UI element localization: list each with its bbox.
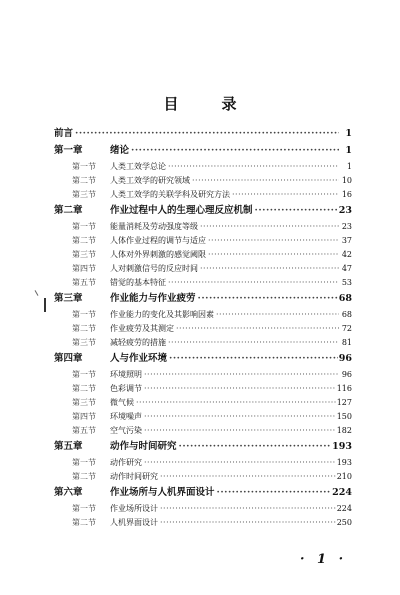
toc-entry-title: 人类工效学总论 — [110, 162, 166, 171]
table-of-contents — [54, 126, 352, 530]
toc-entry-page: 1 — [345, 145, 352, 156]
toc-section-row — [54, 188, 352, 202]
toc-section-row — [54, 220, 352, 234]
toc-entry-number: 第三节 — [72, 190, 96, 199]
toc-entry-title: 人对刺激信号的反应时间 — [110, 264, 198, 273]
dot-leader — [198, 290, 338, 308]
toc-entry-title: 作业场所与人机界面设计 — [110, 487, 215, 498]
dot-leader — [144, 368, 339, 382]
dot-leader — [216, 308, 339, 322]
toc-entry-title: 前言 — [54, 128, 74, 139]
toc-entry-title: 微气候 — [110, 398, 134, 407]
dot-leader — [75, 126, 339, 142]
toc-section-row — [54, 276, 352, 290]
toc-entry-number: 第一节 — [72, 222, 96, 231]
toc-entry-title: 作业过程中人的生理心理反应机制 — [110, 205, 253, 216]
toc-entry-number: 第三章 — [54, 293, 83, 304]
toc-entry-title: 错觉的基本特征 — [110, 278, 166, 287]
toc-section-row — [54, 322, 352, 336]
toc-entry-number: 第一章 — [54, 145, 83, 156]
toc-preface-row — [54, 126, 352, 142]
toc-entry-page: 127 — [336, 398, 352, 407]
dot-leader — [160, 470, 336, 484]
toc-entry-page: 23 — [341, 222, 352, 231]
toc-entry-page: 193 — [336, 458, 352, 467]
toc-entry-number: 第五节 — [72, 278, 96, 287]
toc-section-row — [54, 424, 352, 438]
toc-entry-title: 作业能力的变化及其影响因素 — [110, 310, 214, 319]
toc-entry-title: 人类工效学的研究领域 — [110, 176, 190, 185]
toc-chapter-row — [54, 484, 352, 502]
toc-section-row — [54, 410, 352, 424]
toc-chapter-row — [54, 290, 352, 308]
toc-entry-page: 72 — [341, 324, 352, 333]
toc-entry-title: 空气污染 — [110, 426, 142, 435]
toc-entry-number: 第二节 — [72, 472, 96, 481]
dot-leader — [144, 382, 336, 396]
dot-leader — [144, 410, 336, 424]
toc-entry-page: 150 — [336, 412, 352, 421]
toc-entry-page: 53 — [341, 278, 352, 287]
toc-entry-title: 人机界面设计 — [110, 518, 158, 527]
toc-entry-title: 环境噪声 — [110, 412, 142, 421]
toc-entry-number: 第二节 — [72, 176, 96, 185]
toc-entry-page: 23 — [338, 205, 352, 216]
toc-entry-number: 第二节 — [72, 324, 96, 333]
toc-entry-number: 第三节 — [72, 250, 96, 259]
dot-leader — [232, 188, 339, 202]
toc-entry-number: 第四章 — [54, 353, 83, 364]
toc-entry-number: 第一节 — [72, 504, 96, 513]
toc-entry-title: 动作研究 — [110, 458, 142, 467]
toc-entry-number: 第一节 — [72, 458, 96, 467]
dot-leader — [192, 174, 339, 188]
toc-chapter-row — [54, 142, 352, 160]
toc-entry-page: 68 — [341, 310, 352, 319]
toc-entry-page: 68 — [338, 293, 352, 304]
dot-leader — [136, 396, 336, 410]
toc-entry-title: 能量消耗及劳动强度等级 — [110, 222, 198, 231]
toc-section-row — [54, 262, 352, 276]
toc-entry-number: 第三节 — [72, 398, 96, 407]
toc-entry-page: 1 — [346, 162, 352, 171]
dot-leader — [169, 350, 338, 368]
toc-chapter-row — [54, 438, 352, 456]
toc-entry-number: 第四节 — [72, 412, 96, 421]
dot-leader — [144, 424, 336, 438]
toc-entry-number: 第二节 — [72, 236, 96, 245]
toc-chapter-row — [54, 202, 352, 220]
dot-leader — [255, 202, 338, 220]
toc-chapter-row — [54, 350, 352, 368]
toc-entry-page: 47 — [341, 264, 352, 273]
toc-entry-title: 人体作业过程的调节与适应 — [110, 236, 206, 245]
toc-section-row — [54, 308, 352, 322]
toc-section-row — [54, 368, 352, 382]
toc-entry-page: 250 — [336, 518, 352, 527]
toc-entry-title: 绪论 — [110, 145, 130, 156]
toc-entry-page: 37 — [341, 236, 352, 245]
dot-leader — [200, 220, 339, 234]
toc-section-row — [54, 336, 352, 350]
toc-entry-page: 182 — [336, 426, 352, 435]
toc-entry-title: 作业场所设计 — [110, 504, 158, 513]
toc-entry-title: 动作与时间研究 — [110, 441, 177, 452]
toc-entry-page: 10 — [341, 176, 352, 185]
dot-leader — [168, 336, 339, 350]
page-title: 目 录 — [163, 95, 251, 113]
toc-entry-title: 作业疲劳及其测定 — [110, 324, 174, 333]
toc-entry-number: 第五章 — [54, 441, 83, 452]
toc-entry-number: 第一节 — [72, 162, 96, 171]
toc-entry-page: 42 — [341, 250, 352, 259]
toc-entry-title: 人类工效学的关联学科及研究方法 — [110, 190, 230, 199]
toc-section-row — [54, 516, 352, 530]
toc-section-row — [54, 502, 352, 516]
margin-scratch — [35, 290, 39, 296]
toc-entry-page: 96 — [338, 353, 352, 364]
toc-entry-title: 动作时间研究 — [110, 472, 158, 481]
dot-leader — [200, 262, 339, 276]
toc-section-row — [54, 234, 352, 248]
toc-entry-page: 210 — [336, 472, 352, 481]
toc-entry-title: 环境照明 — [110, 370, 142, 379]
toc-entry-page: 224 — [332, 487, 352, 498]
dot-leader — [144, 456, 336, 470]
toc-section-row — [54, 160, 352, 174]
dot-leader — [168, 276, 339, 290]
toc-section-row — [54, 470, 352, 484]
toc-entry-number: 第五节 — [72, 426, 96, 435]
toc-entry-title: 人体对外界刺激的感觉阈限 — [110, 250, 206, 259]
toc-entry-number: 第一节 — [72, 370, 96, 379]
toc-entry-title: 色彩调节 — [110, 384, 142, 393]
dot-leader — [176, 322, 339, 336]
toc-entry-page: 96 — [341, 370, 352, 379]
toc-entry-title: 人与作业环境 — [110, 353, 168, 364]
dot-leader — [179, 438, 332, 456]
toc-entry-page: 1 — [345, 128, 352, 139]
toc-section-row — [54, 396, 352, 410]
dot-leader — [160, 516, 336, 530]
margin-mark — [44, 298, 46, 312]
toc-entry-title: 作业能力与作业疲劳 — [110, 293, 196, 304]
toc-section-row — [54, 382, 352, 396]
toc-section-row — [54, 248, 352, 262]
toc-entry-number: 第二节 — [72, 384, 96, 393]
toc-entry-number: 第六章 — [54, 487, 83, 498]
dot-leader — [160, 502, 336, 516]
toc-section-row — [54, 174, 352, 188]
toc-entry-page: 116 — [336, 384, 352, 393]
toc-entry-number: 第二节 — [72, 518, 96, 527]
toc-entry-page: 193 — [332, 441, 352, 452]
toc-entry-page: 16 — [341, 190, 352, 199]
toc-entry-page: 224 — [336, 504, 352, 513]
dot-leader — [131, 142, 339, 160]
toc-entry-number: 第三节 — [72, 338, 96, 347]
toc-entry-title: 减轻疲劳的措施 — [110, 338, 166, 347]
toc-entry-number: 第二章 — [54, 205, 83, 216]
page-number-footer: · 1 · — [300, 552, 348, 567]
toc-entry-number: 第一节 — [72, 310, 96, 319]
dot-leader — [168, 160, 339, 174]
toc-section-row — [54, 456, 352, 470]
toc-entry-page: 81 — [341, 338, 352, 347]
dot-leader — [208, 248, 339, 262]
dot-leader — [208, 234, 339, 248]
dot-leader — [217, 484, 332, 502]
toc-entry-number: 第四节 — [72, 264, 96, 273]
